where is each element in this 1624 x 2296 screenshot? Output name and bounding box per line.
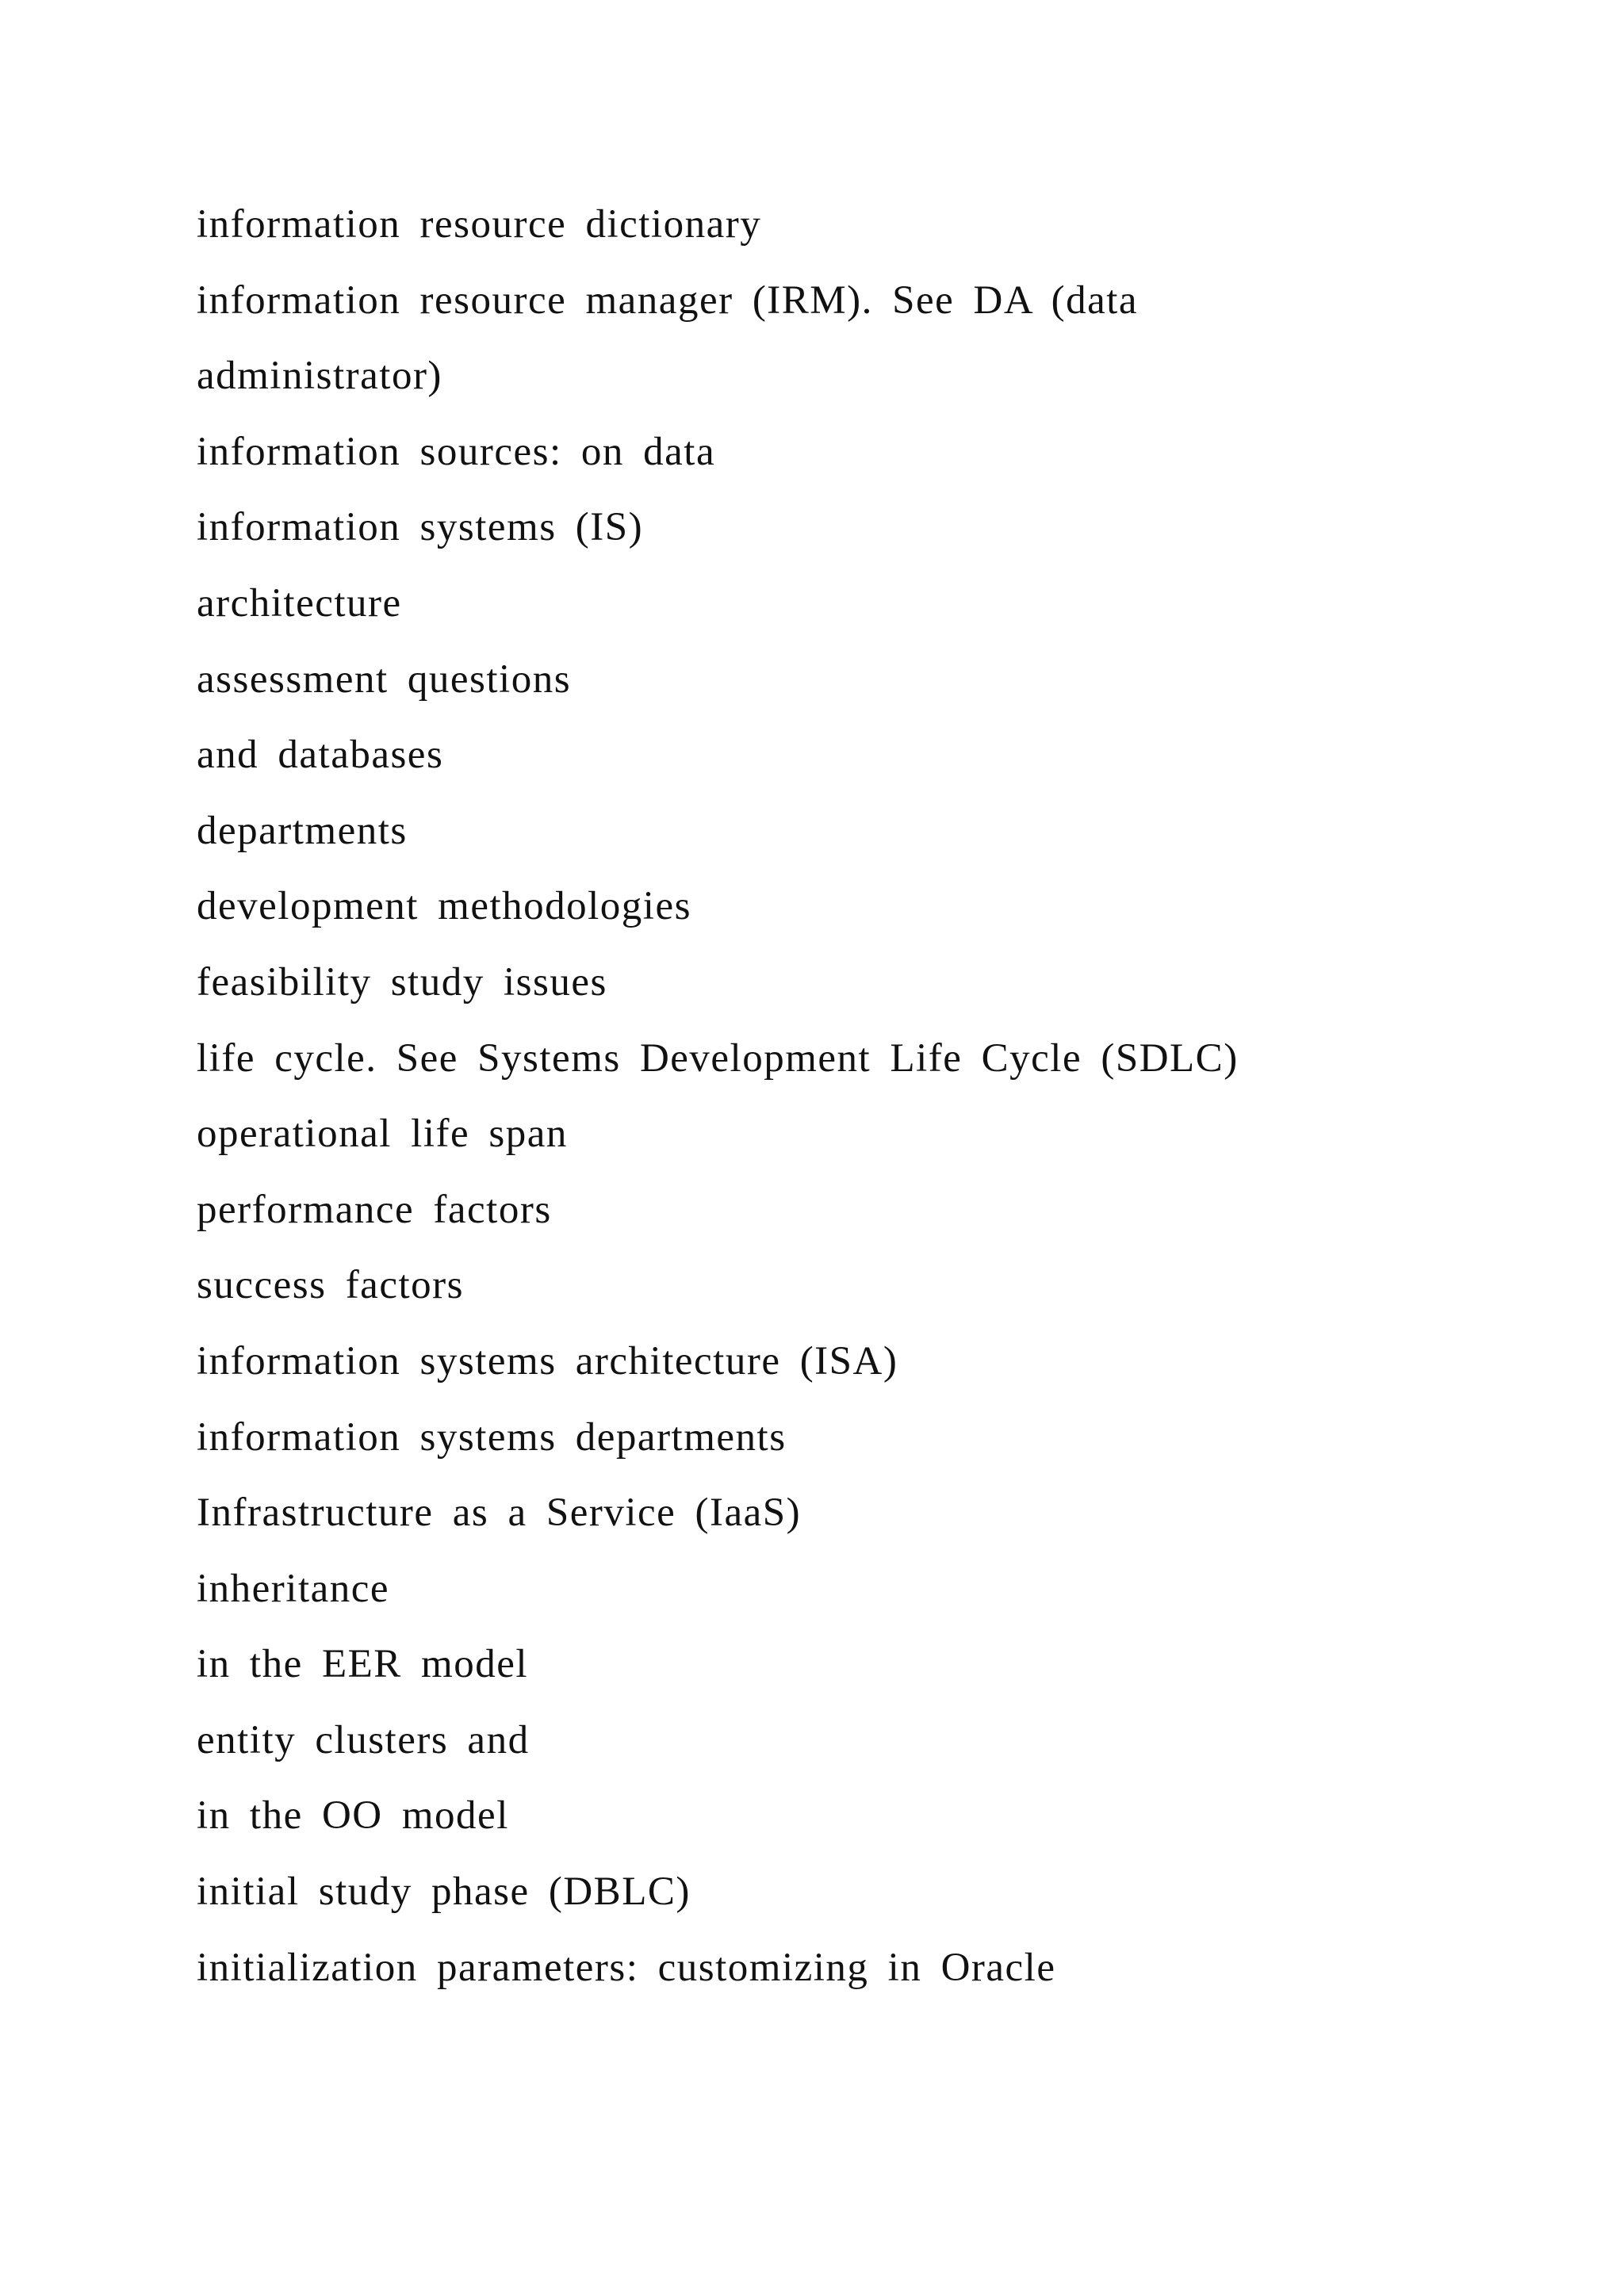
index-entry: feasibility study issues <box>197 959 607 1004</box>
index-entry: information sources: on data <box>197 429 716 474</box>
index-entry: departments <box>197 808 408 853</box>
index-entry: initialization parameters: customizing in Oracle <box>197 1945 1056 1990</box>
index-entry-list <box>197 187 1465 2006</box>
index-entry: information systems (IS) <box>197 505 644 550</box>
index-entry: operational life span <box>197 1112 568 1157</box>
index-entry: architecture <box>197 580 402 626</box>
index-entry: performance factors <box>197 1187 552 1232</box>
index-entry: assessment questions <box>197 656 572 702</box>
index-entry: success factors <box>197 1263 464 1308</box>
index-entry: information systems departments <box>197 1414 787 1460</box>
index-entry: in the OO model <box>197 1793 509 1839</box>
index-entry: inheritance <box>197 1566 390 1611</box>
index-entry: in the EER model <box>197 1642 529 1687</box>
index-entry: information resource dictionary <box>197 202 762 247</box>
index-entry: entity clusters and <box>197 1717 530 1762</box>
index-entry: initial study phase (DBLC) <box>197 1869 691 1915</box>
index-entry: Infrastructure as a Service (IaaS) <box>197 1490 802 1536</box>
index-entry: development methodologies <box>197 884 691 929</box>
index-entry: information resource manager (IRM). See DA (data <box>197 277 1139 323</box>
index-entry: and databases <box>197 733 444 778</box>
index-entry: administrator) <box>197 354 442 399</box>
index-entry: life cycle. See Systems Development Life Cycle (SDLC) <box>197 1035 1239 1081</box>
index-entry: information systems architecture (ISA) <box>197 1338 898 1383</box>
